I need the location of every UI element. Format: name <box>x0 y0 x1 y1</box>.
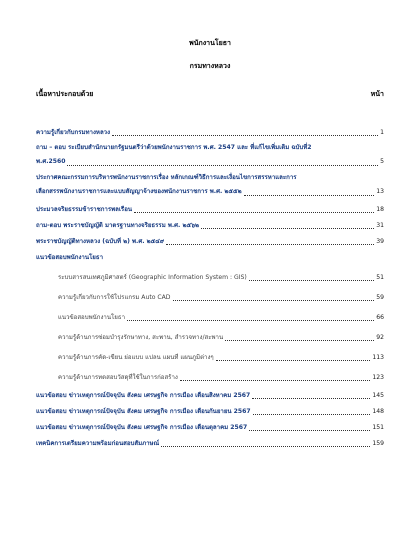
contents-header <box>36 89 384 99</box>
table-of-contents <box>36 122 384 449</box>
toc-leader <box>225 340 374 341</box>
toc-item-text: แนวข้อสอบ ข่าวเหตุการณ์ปัจจุบัน สังคม เศรษฐกิจ การเมือง เดือนตุลาคม 2567 <box>36 424 248 431</box>
toc-subitem-text: ระบบสารสนเทศภูมิศาสตร์ (Geographic Information System : GIS) <box>58 274 247 281</box>
toc-item-page: 148 <box>372 408 384 415</box>
toc-item-page: 159 <box>372 440 384 447</box>
toc-item-text: พระราชบัญญัติทางหลวง (ฉบับที่ ๒) พ.ศ. ๒๕๔๙ <box>36 238 165 245</box>
toc-item-text: แนวข้อสอบ ข่าวเหตุการณ์ปัจจุบัน สังคม เศรษฐกิจ การเมือง เดือนสิงหาคม 2567 <box>36 392 251 399</box>
toc-item-page: 39 <box>376 238 384 245</box>
toc-subitem-page: 66 <box>376 314 384 321</box>
toc-leader <box>249 430 370 431</box>
toc-leader <box>216 360 371 361</box>
toc-item[interactable] <box>36 171 384 199</box>
toc-item[interactable] <box>36 199 384 215</box>
toc-leader <box>166 244 374 245</box>
page-title: พนักงานโยธา <box>189 39 231 47</box>
toc-item-text: ประกาศคณะกรรมการบริหารพนักงานราชการเรื่อง หลักเกณฑ์วิธีการและเงื่อนไขการสรรหาและการ <box>36 174 297 181</box>
toc-subitem-text: แนวข้อสอบพนักงานโยธา <box>58 314 126 321</box>
toc-item[interactable] <box>36 401 384 417</box>
toc-leader <box>249 280 374 281</box>
toc-subitem-text: ความรู้เกี่ยวกับการใช้โปรแกรม Auto CAD <box>58 294 171 301</box>
toc-item-page: 31 <box>376 222 384 229</box>
toc-item-text-cont: เลือกสรรพนักงานราชการและแบบสัญญาจ้างของพนักงานราชการ พ.ศ. ๒๕๕๒ <box>36 188 242 195</box>
toc-item-text: ประมวลจริยธรรมข้าราชการพลเรือน <box>36 206 133 213</box>
toc-subitem-page: 92 <box>376 334 384 341</box>
contents-label: เนื้อหาประกอบด้วย <box>36 90 94 98</box>
toc-subitem[interactable] <box>36 367 384 383</box>
toc-item-text: ความรู้เกี่ยวกับกรมทางหลวง <box>36 129 111 136</box>
toc-section-heading: แนวข้อสอบพนักงานโยธา <box>36 254 104 261</box>
toc-leader <box>173 300 375 301</box>
toc-subitem[interactable] <box>36 287 384 303</box>
page-column-label: หน้า <box>370 90 384 98</box>
toc-subitem[interactable] <box>36 327 384 343</box>
toc-subitem-page: 123 <box>372 374 384 381</box>
toc-leader <box>244 195 375 196</box>
toc-subitem-page: 59 <box>376 294 384 301</box>
toc-item-text: ถาม – ตอบ ระเบียบสำนักนายกรัฐมนตรีว่าด้วยพนักงานราชการ พ.ศ. 2547 และ ที่แก้ไขเพิ่มเติม ฉบับที่2 <box>36 144 312 151</box>
toc-item[interactable] <box>36 417 384 433</box>
toc-item-page: 13 <box>376 188 384 195</box>
toc-subitem[interactable] <box>36 267 384 283</box>
toc-item[interactable] <box>36 231 384 247</box>
toc-item-page: 145 <box>372 392 384 399</box>
toc-item-page: 1 <box>380 129 384 136</box>
toc-item-text: แนวข้อสอบ ข่าวเหตุการณ์ปัจจุบัน สังคม เศรษฐกิจ การเมือง เดือนกันยายน 2567 <box>36 408 251 415</box>
toc-item-text-cont: พ.ศ.2560 <box>36 158 66 165</box>
toc-subitem-text: ความรู้ด้านการซ่อมบำรุงรักษาทาง, สะพาน, สำรวจทาง/สะพาน <box>58 334 224 341</box>
toc-leader <box>180 380 371 381</box>
toc-leader <box>253 414 371 415</box>
toc-item-text: เทคนิคการเตรียมความพร้อมก่อนสอบสัมภาษณ์ <box>36 440 160 447</box>
toc-item[interactable] <box>36 122 384 138</box>
toc-item-text: ถาม-ตอบ พระราชบัญญัติ มาตรฐานทางจริยธรรม พ.ศ. ๒๕๖๒ <box>36 222 199 229</box>
toc-leader <box>112 135 378 136</box>
toc-item[interactable] <box>36 385 384 401</box>
toc-item[interactable] <box>36 141 384 169</box>
toc-leader <box>252 398 370 399</box>
toc-leader <box>134 212 374 213</box>
toc-leader <box>127 320 374 321</box>
toc-subitem-text: ความรู้ด้านการทดสอบวัสดุที่ใช้ในการก่อสร้าง <box>58 374 178 381</box>
toc-leader <box>201 228 374 229</box>
toc-item-page: 151 <box>372 424 384 431</box>
toc-item[interactable] <box>36 433 384 449</box>
toc-leader <box>161 446 370 447</box>
toc-item[interactable] <box>36 215 384 231</box>
toc-item-page: 5 <box>380 158 384 165</box>
page-subtitle: กรมทางหลวง <box>189 62 231 70</box>
toc-subitem-text: ความรู้ด้านการคัด-เขียน ย่อแบบ แปลน แผนที่ แผนภูมิต่างๆ <box>58 354 214 361</box>
toc-subitem-page: 113 <box>372 354 384 361</box>
toc-subitem-page: 51 <box>376 274 384 281</box>
toc-subitem[interactable] <box>36 347 384 363</box>
toc-leader <box>67 165 378 166</box>
toc-subitem[interactable] <box>36 307 384 323</box>
toc-item-page: 18 <box>376 206 384 213</box>
